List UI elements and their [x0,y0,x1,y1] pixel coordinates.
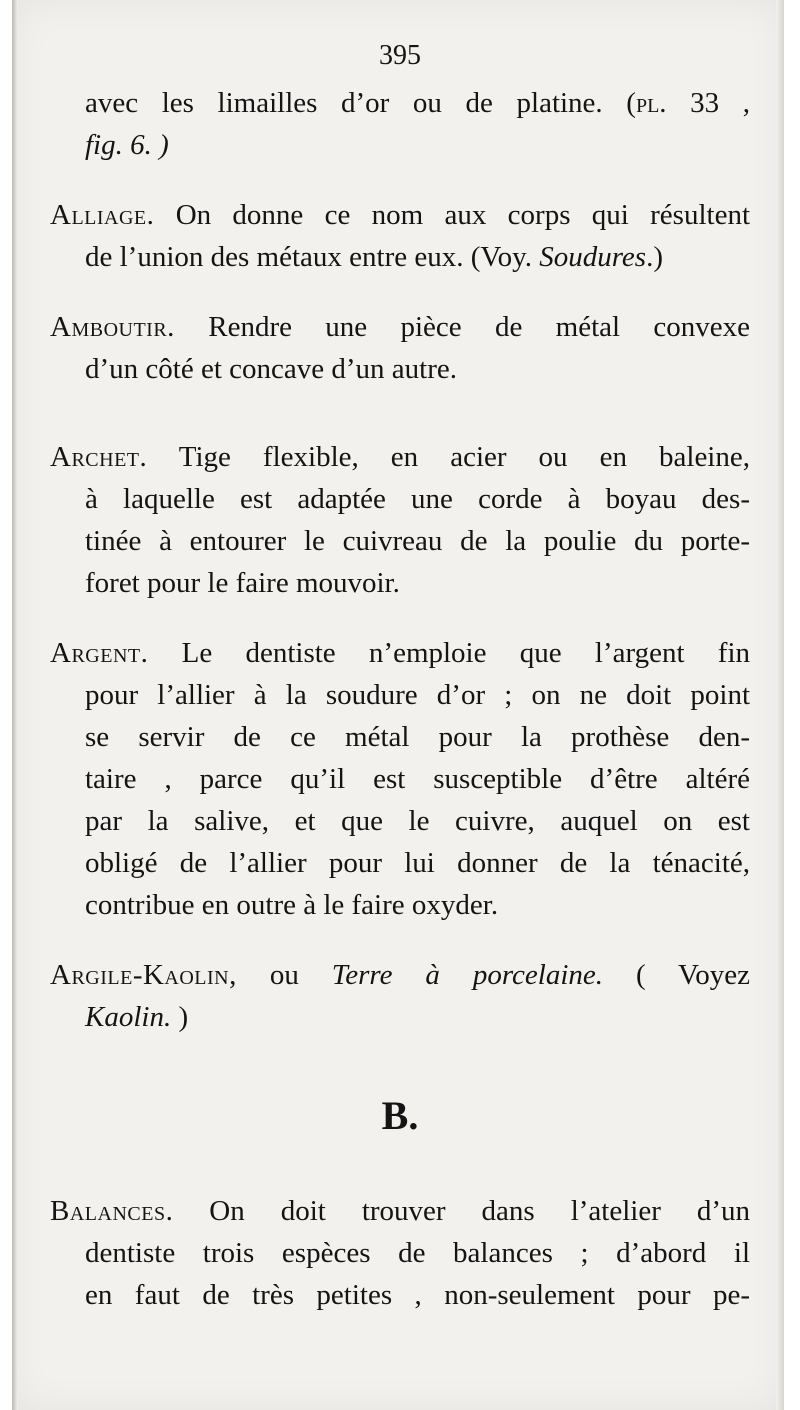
entry-text: avec les limailles d’or ou de platine. ( [85,87,636,119]
entry-text: Tige flexible, en acier ou en baleine, [147,441,750,473]
plate-number: 33 , [690,87,751,119]
entry-text: ( Voyez [603,959,750,991]
entry-text: On doit trouver dans l’atelier d’un [173,1195,750,1227]
entry-line: pour l’allier à la soudure d’or ; on ne doit point [85,679,750,711]
cross-reference: Terre à porcelaine. [331,959,604,991]
entry-line [50,82,750,124]
entry-line: à laquelle est adaptée une corde à boyau des- [85,483,750,515]
entry-line [50,954,750,996]
cross-reference: Kaolin. [85,1001,172,1033]
page-text [50,36,750,1344]
entry-line: se servir de ce métal pour la prothèse den- [85,721,750,753]
entry-continuation [50,82,750,166]
entry-term: Amboutir. [50,311,175,343]
entry-line: foret pour le faire mouvoir. [85,567,400,599]
entry-term: Argile-Kaolin, [50,959,237,991]
entry-line: fig. 6. ) [85,129,169,161]
entry-term: Argent. [50,637,149,669]
entry-archet [50,436,750,604]
entry-line: tinée à entourer le cuivreau de la poulie du porte- [85,525,750,557]
entry-text: Rendre une pièce de métal convexe [174,311,750,343]
entry-line: dentiste trois espèces de balances ; d’abord il [85,1237,750,1269]
entry-line [50,236,750,278]
entry-text: de l’union des métaux entre eux. (Voy. [85,241,540,273]
entry-text: Le dentiste n’emploie que l’argent fin [148,637,750,669]
entry-text: .) [646,241,664,273]
page-number: 395 [379,40,421,71]
entry-balances [50,1190,750,1316]
entry-line [50,632,750,674]
entry-argent [50,632,750,926]
section-letter: B. [381,1093,419,1138]
spacer [50,418,750,436]
plate-label: pl. [635,87,667,119]
entry-amboutir [50,306,750,390]
entry-line [50,436,750,478]
cross-reference: Soudures [539,241,647,273]
entry-text: ) [171,1001,189,1033]
entry-line: en faut de très petites , non-seulement pour pe- [85,1279,750,1311]
entry-term: Archet. [50,441,148,473]
entry-text: On donne ce nom aux corps qui résultent [154,199,750,231]
entry-alliage [50,194,750,278]
entry-line [50,1190,750,1232]
entry-line: obligé de l’allier pour lui donner de la ténacité, [85,847,750,879]
entry-term: Balances. [50,1195,174,1227]
entry-line: par la salive, et que le cuivre, auquel on est [85,805,750,837]
entry-text: ou [236,959,332,991]
entry-term: Alliage. [50,199,155,231]
entry-line: contribue en outre à le faire oxyder. [85,889,499,921]
entry-line [50,194,750,236]
entry-line [50,306,750,348]
entry-argile-kaolin [50,954,750,1038]
entry-line [50,996,750,1038]
page-edge-shadow-right [776,0,784,1410]
page-edge-shadow-left [12,0,18,1410]
entry-line: taire , parce qu’il est susceptible d’être altéré [85,763,750,795]
entry-line: d’un côté et concave d’un autre. [85,353,457,385]
